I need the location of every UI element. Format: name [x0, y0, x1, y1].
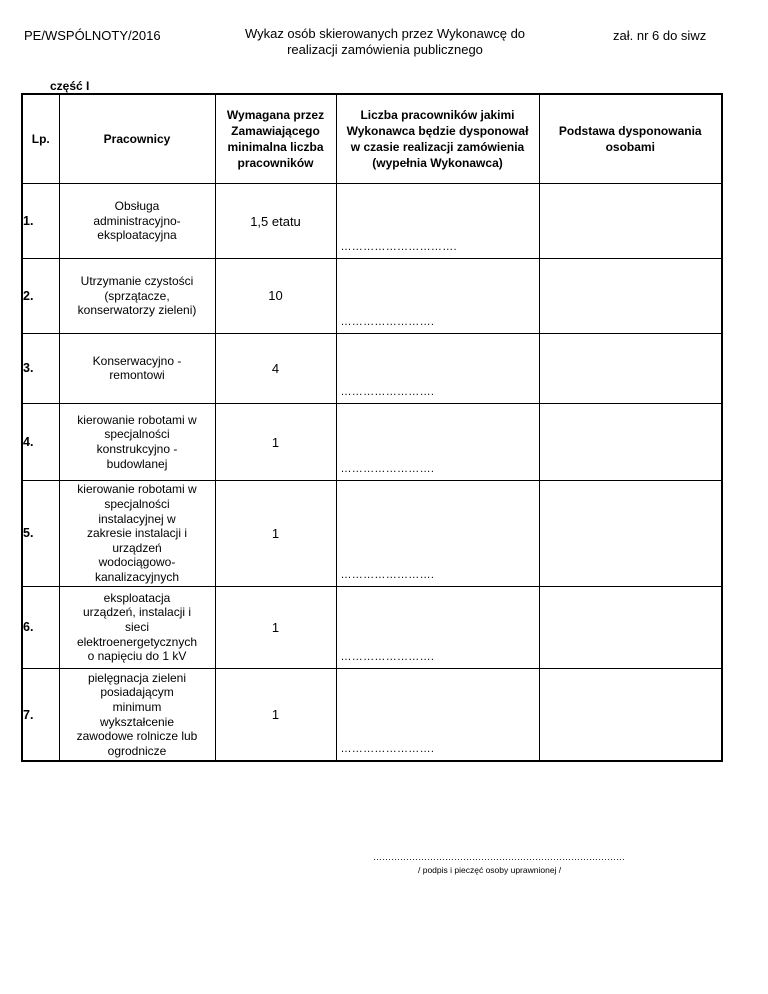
required-count: 1	[215, 403, 336, 480]
required-count: 1,5 etatu	[215, 183, 336, 258]
worker-type	[59, 481, 215, 586]
attachment-label: zał. nr 6 do siwz	[613, 28, 707, 43]
row-number: 7.	[22, 669, 59, 761]
table-row	[22, 403, 722, 480]
table-body	[22, 183, 722, 761]
worker-type-line: elektroenergetycznych	[76, 634, 198, 649]
header-count-line: w czasie realizacji zamówienia	[350, 139, 525, 154]
basis-field[interactable]	[539, 669, 722, 761]
worker-type	[59, 403, 215, 480]
header-count-line: (wypełnia Wykonawca)	[372, 155, 503, 170]
contractor-count-field[interactable]	[336, 183, 539, 258]
header-required	[215, 94, 336, 183]
header-basis-line: Podstawa dysponowania	[558, 123, 702, 138]
worker-type-line: ogrodnicze	[107, 743, 167, 758]
contractor-count-field[interactable]	[336, 333, 539, 403]
worker-type-line: Utrzymanie czystości	[80, 273, 194, 288]
table-row	[22, 669, 722, 761]
worker-type-line: kanalizacyjnych	[94, 569, 180, 584]
contractor-count-field[interactable]	[336, 403, 539, 480]
required-count: 10	[215, 259, 336, 333]
worker-type-line: urządzeń, instalacji i	[82, 605, 192, 620]
header-count-line: Wykonawca będzie dysponował	[346, 123, 529, 138]
header-lp: Lp.	[22, 94, 59, 183]
worker-type-line: Obsługa	[114, 199, 160, 214]
worker-type-line: eksploatacja	[103, 590, 171, 605]
section-label: część I	[50, 79, 90, 93]
worker-type-line: instalacyjnej w	[98, 511, 176, 526]
row-number: 1.	[22, 183, 59, 258]
basis-field[interactable]	[539, 183, 722, 258]
worker-type	[59, 586, 215, 668]
worker-type-line: posiadającym	[100, 685, 174, 700]
row-number: 5.	[22, 481, 59, 586]
worker-type-line: pielęgnacja zieleni	[87, 670, 187, 685]
worker-type-line: specjalności	[104, 427, 170, 442]
worker-type-line: eksploatacyjna	[97, 228, 177, 243]
worker-type-line: kierowanie robotami w	[77, 482, 197, 497]
basis-field[interactable]	[539, 259, 722, 333]
worker-type-line: Konserwacyjno -	[92, 353, 182, 368]
worker-type-line: sieci	[124, 620, 149, 635]
worker-type-line: o napięciu do 1 kV	[87, 649, 187, 664]
row-number: 4.	[22, 403, 59, 480]
header-basis-line: osobami	[605, 139, 655, 154]
worker-type-line: kierowanie robotami w	[77, 412, 197, 427]
fill-in-dots: …………………….	[340, 651, 435, 664]
worker-type-line: specjalności	[104, 496, 170, 511]
table-row	[22, 333, 722, 403]
row-number: 6.	[22, 586, 59, 668]
header-required-line: Zamawiającego	[231, 123, 320, 138]
fill-in-dots: …………………….	[340, 315, 435, 328]
basis-field[interactable]	[539, 403, 722, 480]
worker-type-line: budowlanej	[106, 456, 168, 471]
header-workers: Pracownicy	[59, 94, 215, 183]
header-count	[336, 94, 539, 183]
contractor-count-field[interactable]	[336, 259, 539, 333]
contractor-count-field[interactable]	[336, 669, 539, 761]
required-count: 1	[215, 669, 336, 761]
fill-in-dots: …………………….	[340, 463, 435, 476]
table-row	[22, 586, 722, 668]
required-count: 1	[215, 481, 336, 586]
personnel-table	[21, 93, 723, 762]
table-row	[22, 183, 722, 258]
signature-label: / podpis i pieczęć osoby uprawnionej /	[418, 865, 562, 875]
header-basis	[539, 94, 722, 183]
worker-type-line: urządzeń	[112, 540, 162, 555]
document-reference: PE/WSPÓLNOTY/2016	[24, 28, 161, 43]
worker-type	[59, 669, 215, 761]
header-required-line: Wymagana przez	[226, 107, 325, 122]
worker-type-line: zakresie instalacji i	[86, 526, 188, 541]
document-title	[220, 26, 550, 58]
fill-in-dots: ………………………….	[340, 241, 457, 254]
table-header-row	[22, 94, 722, 183]
fill-in-dots: …………………….	[340, 743, 435, 755]
contractor-count-field[interactable]	[336, 481, 539, 586]
title-line-2: realizacji zamówienia publicznego	[287, 42, 483, 57]
header-required-line: pracowników	[237, 155, 314, 170]
worker-type-line: administracyjno-	[93, 213, 181, 228]
row-number: 3.	[22, 333, 59, 403]
worker-type-line: remontowi	[109, 368, 165, 383]
worker-type-line: wodociągowo-	[98, 555, 176, 570]
fill-in-dots: …………………….	[340, 568, 435, 581]
basis-field[interactable]	[539, 333, 722, 403]
contractor-count-field[interactable]	[336, 586, 539, 668]
basis-field[interactable]	[539, 586, 722, 668]
fill-in-dots: …………………….	[340, 385, 435, 398]
worker-type-line: wykształcenie	[99, 714, 175, 729]
required-count: 4	[215, 333, 336, 403]
row-number: 2.	[22, 259, 59, 333]
header-required-line: minimalna liczba	[227, 139, 324, 154]
worker-type	[59, 183, 215, 258]
worker-type-line: minimum	[112, 699, 162, 714]
table-row	[22, 481, 722, 586]
title-line-1: Wykaz osób skierowanych przez Wykonawcę do	[244, 26, 526, 41]
worker-type-line: (sprzątacze,	[104, 288, 170, 303]
required-count: 1	[215, 586, 336, 668]
worker-type	[59, 259, 215, 333]
worker-type	[59, 333, 215, 403]
worker-type-line: konserwatorzy zieleni)	[77, 303, 197, 318]
signature-line: …………………………………………………………………………	[373, 852, 625, 862]
worker-type-line: zawodowe rolnicze lub	[76, 729, 198, 744]
header-count-line: Liczba pracowników jakimi	[360, 107, 515, 122]
basis-field[interactable]	[539, 481, 722, 586]
worker-type-line: konstrukcyjno -	[96, 442, 178, 457]
table-row	[22, 259, 722, 333]
